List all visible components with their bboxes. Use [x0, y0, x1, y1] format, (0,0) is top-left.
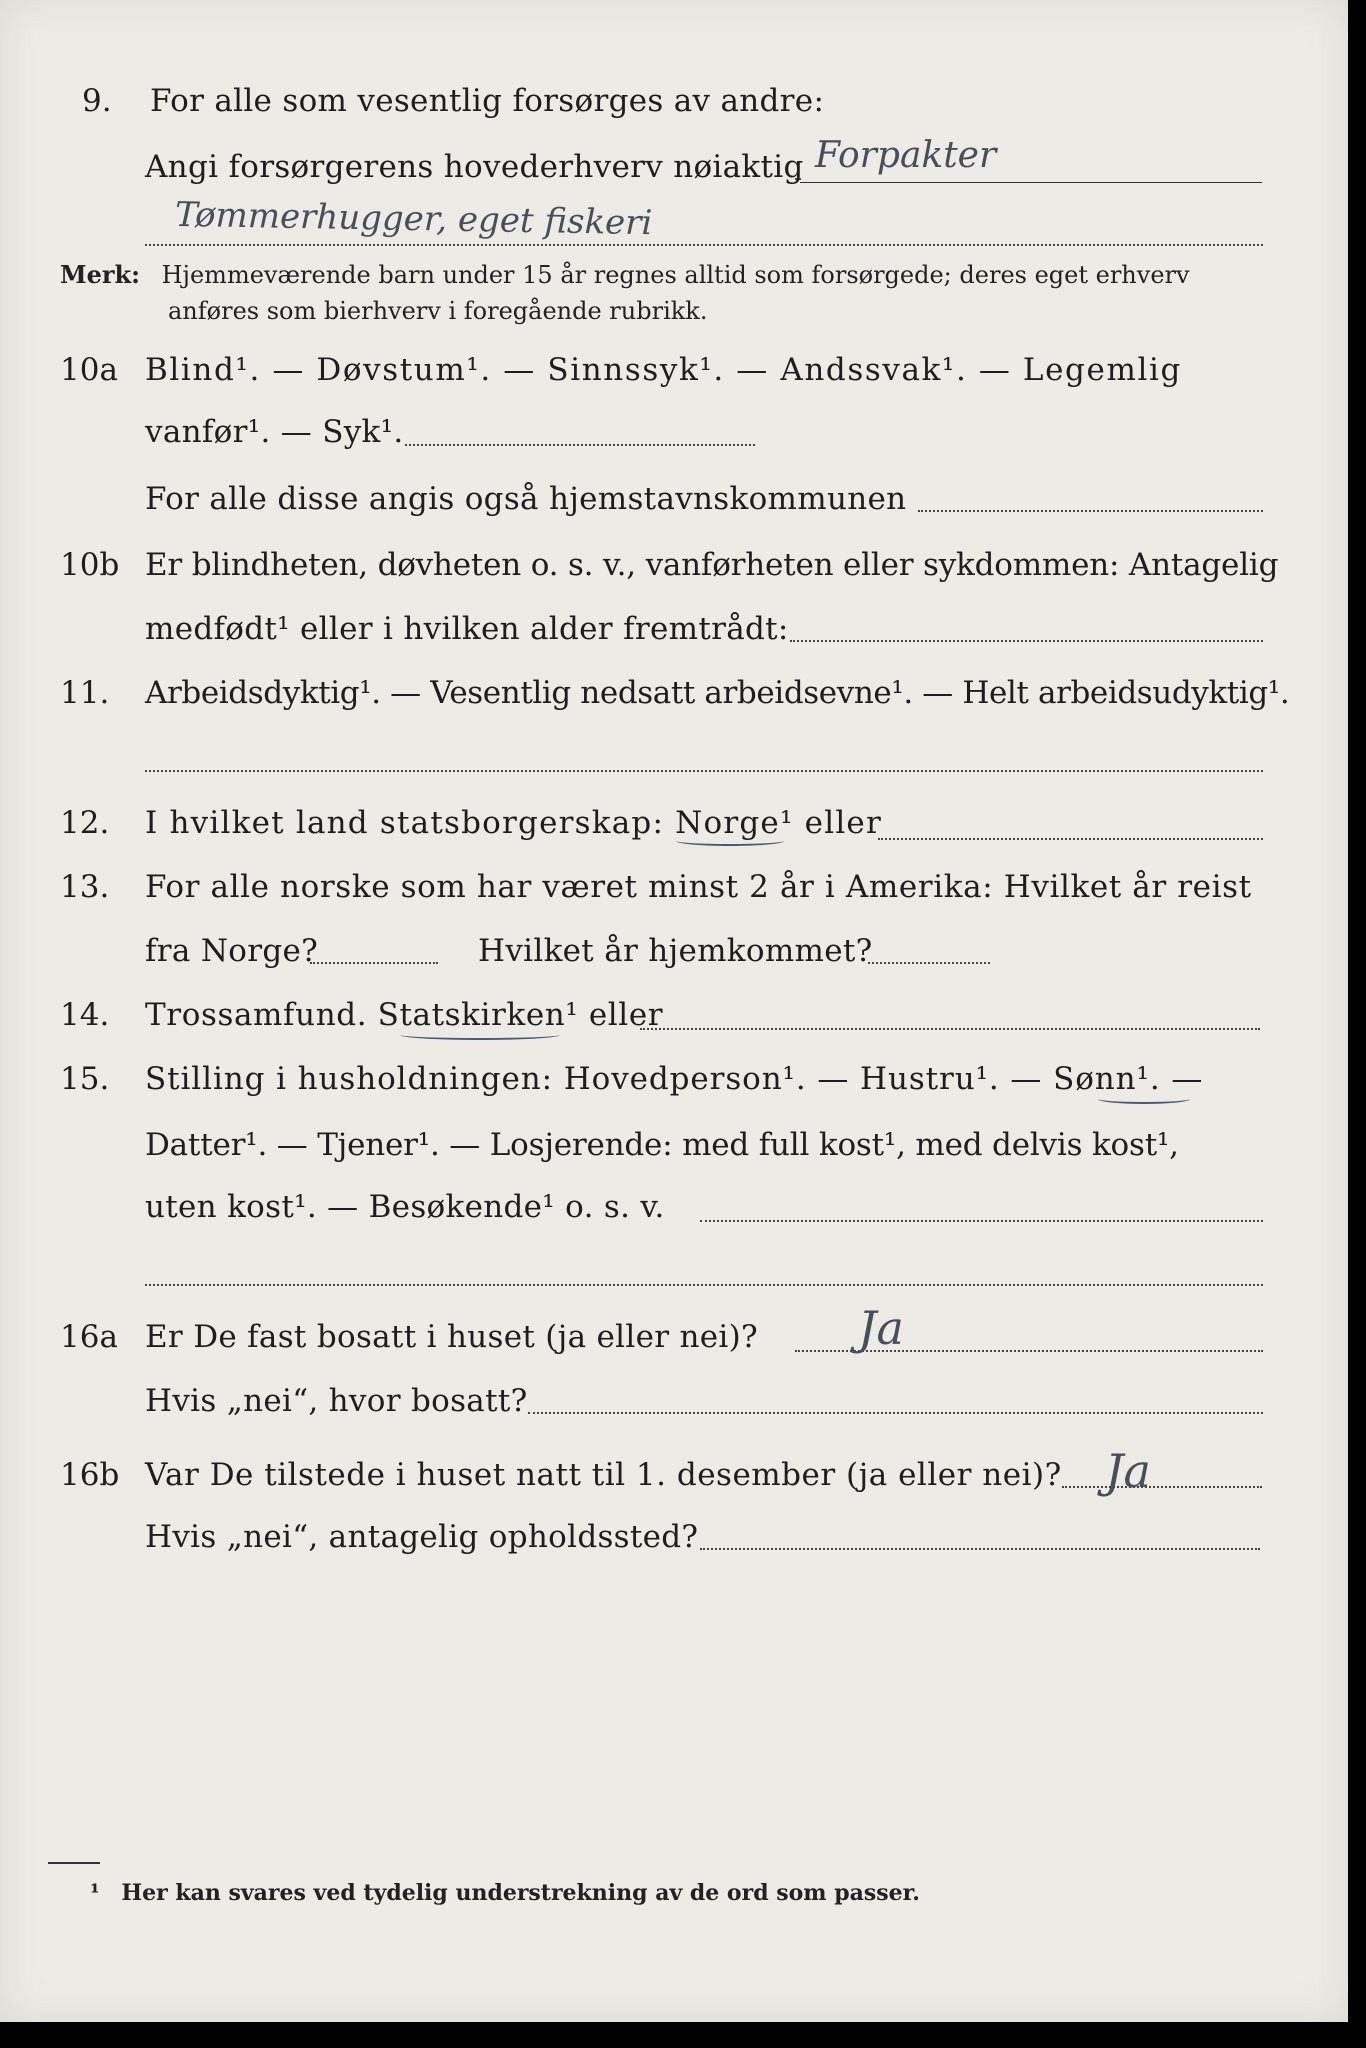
- q14-answer-line: [640, 1028, 1260, 1030]
- merk-note: [60, 258, 1190, 293]
- q9-answer-dots: [795, 178, 801, 180]
- q12-norge-underline: [676, 836, 784, 846]
- q10b-line2: medfødt¹ eller i hvilken alder fremtrådt:: [145, 611, 789, 647]
- q15-answer-line2: [145, 1284, 1263, 1286]
- q15-line3: uten kost¹. — Besøkende¹ o. s. v.: [145, 1189, 665, 1225]
- q16b-line2: Hvis „nei“, antagelig opholdssted?: [145, 1519, 699, 1555]
- merk-label: Merk:: [60, 260, 140, 289]
- q16b-line1: Var De tilstede i huset natt til 1. desember (ja eller nei)?: [145, 1457, 1062, 1493]
- q14-statskirken-underline: [400, 1030, 560, 1040]
- q13-line1: For alle norske som har været minst 2 år i Amerika: Hvilket år reist: [145, 869, 1252, 905]
- q12-number: 12.: [60, 805, 110, 841]
- q13-hjemkommet-line: [868, 962, 990, 964]
- q10a-line2: vanfør¹. — Syk¹.: [145, 414, 404, 450]
- q10a-syk-line: [405, 444, 755, 446]
- q15-line1: Stilling i husholdningen: Hovedperson¹. — Hustru¹. — Sønn¹. —: [145, 1061, 1204, 1097]
- footnote: [90, 1880, 920, 1906]
- q15-number: 15.: [60, 1061, 110, 1097]
- q10a-line1: Blind¹. — Døvstum¹. — Sinnssyk¹. — Andssvak¹. — Legemlig: [145, 352, 1182, 388]
- q15-sonn-underline: [1098, 1094, 1190, 1104]
- q14-number: 14.: [60, 997, 110, 1033]
- q16a-number: 16a: [60, 1319, 118, 1355]
- q11-answer-line: [145, 770, 1263, 772]
- q16b-answer-line1: [1062, 1486, 1262, 1488]
- footnote-mark: ¹: [90, 1880, 100, 1906]
- merk-line1: Hjemmeværende barn under 15 år regnes alltid som forsørgede; deres eget erhverv: [161, 261, 1190, 289]
- q16a-handwritten-answer: Ja: [858, 1301, 904, 1355]
- q16a-answer-line2: [528, 1412, 1263, 1414]
- q10a-line3: For alle disse angis også hjemstavnskommunen: [145, 481, 907, 517]
- footnote-text: Her kan svares ved tydelig understrekning av de ord som passer.: [121, 1880, 920, 1906]
- footnote-rule: [48, 1862, 100, 1864]
- q13-number: 13.: [60, 869, 110, 905]
- q9-answer-line2: [145, 244, 1263, 246]
- q9-line2: Angi forsørgerens hovederhverv nøiaktig: [145, 149, 804, 185]
- q13-reist-line: [310, 962, 438, 964]
- q11-line1: Arbeidsdyktig¹. — Vesentlig nedsatt arbeidsevne¹. — Helt arbeidsudyktig¹.: [145, 675, 1290, 711]
- q9-handwritten-answer2: Tømmerhugger, eget fiskeri: [174, 194, 653, 244]
- q9-number: 9.: [82, 83, 112, 119]
- q15-answer-line1: [700, 1220, 1263, 1222]
- q9-answer-line1: [800, 182, 1262, 183]
- q16b-answer-line2: [700, 1548, 1260, 1550]
- q15-line2: Datter¹. — Tjener¹. — Losjerende: med full kost¹, med delvis kost¹,: [145, 1127, 1179, 1163]
- q10b-answer-line: [790, 640, 1263, 642]
- q9-handwritten-answer1: Forpakter: [815, 135, 997, 176]
- q10b-line1: Er blindheten, døvheten o. s. v., vanførheten eller sykdommen: Antagelig: [145, 547, 1279, 583]
- q10a-number: 10a: [60, 352, 118, 388]
- q16a-line1: Er De fast bosatt i huset (ja eller nei)?: [145, 1319, 758, 1355]
- q14-line1: Trossamfund. Statskirken¹ eller: [145, 997, 664, 1033]
- q13-line2b: Hvilket år hjemkommet?: [478, 933, 873, 969]
- q10b-number: 10b: [60, 547, 120, 583]
- q16a-line2: Hvis „nei“, hvor bosatt?: [145, 1383, 528, 1419]
- q9-line1: For alle som vesentlig forsørges av andre:: [150, 83, 825, 119]
- q11-number: 11.: [60, 675, 110, 711]
- q10a-hjemstavn-line: [918, 510, 1263, 512]
- q16b-number: 16b: [60, 1457, 120, 1493]
- q12-line1: I hvilket land statsborgerskap: Norge¹ eller: [145, 805, 882, 841]
- q12-answer-line: [878, 838, 1263, 840]
- q13-line2a: fra Norge?: [145, 933, 319, 969]
- merk-line2: anføres som bierhverv i foregående rubrikk.: [168, 297, 708, 325]
- q16b-handwritten-answer: Ja: [1105, 1444, 1151, 1498]
